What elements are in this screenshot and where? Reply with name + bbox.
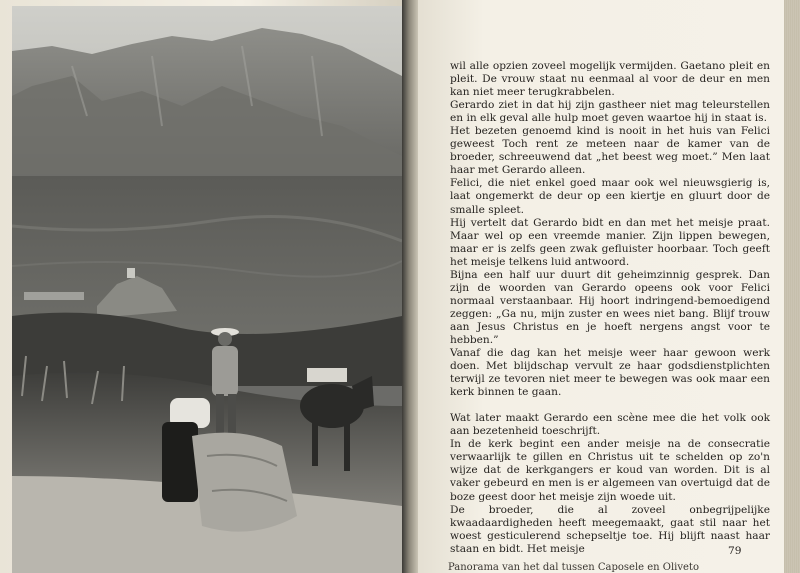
paragraph: In de kerk begint een ander meisje na de consecratie verwaarlijk te gillen en Christus uit te schelden op zo'n wijze dat de kerkgangers er koud van worden. Dit is al vaker gebeurd en men is er algemeen van overtuigd dat de boze geest door het meisje zijn woede uit. xyxy=(450,438,770,503)
paragraph: Vanaf die dag kan het meisje weer haar gewoon werk doen. Met blijdschap vervult ze haar godsdienstplichten terwijl ze tevoren niet meer te bewegen was ook maar een kerk binnen te gaan. xyxy=(450,347,770,399)
paragraph: wil alle opzien zoveel mogelijk vermijden. Gaetano pleit en pleit. De vrouw staat nu eenmaal al voor de deur en men kan niet meer terugkrabbelen. xyxy=(450,60,770,99)
page-edge xyxy=(784,0,800,573)
paragraph: Wat later maakt Gerardo een scène mee die het volk ook aan bezetenheid toeschrijft. xyxy=(450,412,770,438)
paragraph: Hij vertelt dat Gerardo bidt en dan met het meisje praat. Maar wel op een vreemde manier. Zijn lippen bewegen, maar er is zelfs geen zwak gefluister hoorbaar. Toch geeft het meisje telkens luid antwoord. xyxy=(450,216,770,268)
paragraph: Het bezeten genoemd kind is nooit in het huis van Felici geweest Toch rent ze meteen naar de kamer van de broeder, schreeuwend dat „het beest weg moet.” Men laat haar met Gerardo alleen. xyxy=(450,125,770,177)
paragraph: Bijna een half uur duurt dit geheimzinnig gesprek. Dan zijn de woorden van Gerardo opeens ook voor Felici normaal verstaanbaar. Hij hoort indringend-bemoedigend zeggen: „Ga nu, mijn zuster en wees niet bang. Blijf trouw aan Jesus Christus en je hoeft nergens angst voor te hebben.” xyxy=(450,268,770,346)
body-text xyxy=(450,60,770,556)
page-number: 79 xyxy=(728,545,742,557)
paragraph: De broeder, die al zoveel onbegrijpelijke kwaadaardigheden heeft meegemaakt, gaat stil naar het woest gesticulerend schepseltje toe. Hij blijft naast haar staan en bidt. Het meisje xyxy=(450,503,770,555)
photo-caption: Panorama van het dal tussen Caposele en Oliveto xyxy=(448,562,699,573)
valley-photograph xyxy=(12,6,402,573)
paragraph: Felici, die niet enkel goed maar ook wel nieuwsgierig is, laat ongemerkt de deur op een kiertje en gluurt door de smalle spleet. xyxy=(450,177,770,216)
paragraph: Gerardo ziet in dat hij zijn gastheer niet mag teleurstellen en in elk geval alle hulp moet geven waartoe hij in staat is. xyxy=(450,99,770,125)
right-page xyxy=(418,0,784,573)
